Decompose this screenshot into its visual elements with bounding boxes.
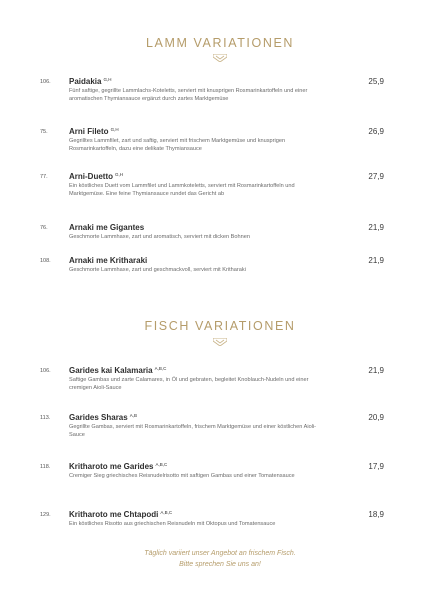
item-price: 21,9 xyxy=(368,256,384,265)
item-name: Arni Fileto $^{G,H}$ xyxy=(69,127,119,136)
item-name: Kritharoto me Garides $^{A,B,C}$ xyxy=(69,462,168,471)
item-description: Gegrillte Gambas, serviert mit Rosmarinkartoffeln, frischem Marktgemüse und einer köstlichen Aioli-Sauce xyxy=(69,424,317,439)
item-allergens: A,B,C xyxy=(160,510,173,515)
item-number: 77. xyxy=(40,174,48,180)
item-price: 25,9 xyxy=(368,77,384,86)
item-name: Arni-Duetto $^{G,H}$ xyxy=(69,172,124,181)
item-description: Geschmorte Lammhaxe, zart und geschmackvoll, serviert mit Kritharaki xyxy=(69,267,246,273)
item-description: Ein köstliches Duett vom Lammfilet und Lammkoteletts, serviert mit Rosmarinkartoffeln und Marktgemüse. Eine feine Thymiansauce rundet das Gericht ab xyxy=(69,183,295,198)
item-description: Gegrilltes Lammfilet, zart und saftig, serviert mit frischem Marktgemüse und knusprigen Rosmarinkartoffeln, dazu eine delikate Thymiansauce xyxy=(69,138,286,153)
item-allergens: A,B,C xyxy=(155,462,168,467)
section-title-fisch: FISCH VARIATIONEN xyxy=(144,319,296,333)
item-description: Cremiger Sieg griechisches Reisnudelrisotto mit saftigen Gambas und einer Tomatensauce xyxy=(69,473,295,479)
item-number: 108. xyxy=(40,258,51,264)
item-price: 21,9 xyxy=(368,366,384,375)
item-description: Fünf saftige, gegrillte Lammlachs-Koteletts, serviert mit knusprigen Rosmarinkartoffeln und einer aromatischen Thymiansauce ergänzt durch zartes Marktgemüse xyxy=(69,88,308,103)
section-title-lamm: LAMM VARIATIONEN xyxy=(145,36,295,50)
item-price: 20,9 xyxy=(368,413,384,422)
item-price: 26,9 xyxy=(368,127,384,136)
item-allergens: A,B xyxy=(129,413,137,418)
item-price: 27,9 xyxy=(368,172,384,181)
item-allergens: G,H xyxy=(110,127,119,132)
item-price: 17,9 xyxy=(368,462,384,471)
item-number: 118. xyxy=(40,464,51,470)
item-number: 129. xyxy=(40,512,51,518)
item-name: Arnaki me Kritharaki xyxy=(69,256,148,265)
ornament-icon xyxy=(213,54,227,62)
item-description: Saftige Gambas und zarte Calamares, in Öl und gebraten, begleitet Knoblauch-Nudeln und einer cremigen Aioli-Sauce xyxy=(69,377,309,392)
footer-line-1: Täglich variiert unser Angebot an frischem Fisch. xyxy=(144,550,296,557)
item-allergens: G,H xyxy=(115,172,124,177)
item-name: Garides Sharas $^{A,B}$ xyxy=(69,413,137,422)
ornament-icon xyxy=(213,338,227,346)
item-name: Kritharoto me Chtapodi $^{A,B,C}$ xyxy=(69,510,173,519)
footer-line-2: Bitte sprechen Sie uns an! xyxy=(179,561,261,568)
item-description: Ein köstliches Risotto aus griechischen Reisnudeln mit Oktopus und Tomatensauce xyxy=(69,521,276,527)
item-allergens: G,H xyxy=(103,77,112,82)
item-allergens: A,B,C xyxy=(154,366,167,371)
item-price: 21,9 xyxy=(368,223,384,232)
item-number: 75. xyxy=(40,129,48,135)
item-number: 76. xyxy=(40,225,48,231)
item-name: Garides kai Kalamaria $^{A,B,C}$ xyxy=(69,366,167,375)
item-name: Arnaki me Gigantes xyxy=(69,223,145,232)
item-number: 113. xyxy=(40,415,51,421)
footer-note xyxy=(0,548,440,570)
item-name: Paidakia $^{G,H}$ xyxy=(69,77,112,86)
item-description: Geschmorte Lammhaxe, zart und aromatisch, serviert mit dicken Bohnen xyxy=(69,234,250,240)
item-number: 106. xyxy=(40,79,51,85)
item-number: 106. xyxy=(40,368,51,374)
item-price: 18,9 xyxy=(368,510,384,519)
